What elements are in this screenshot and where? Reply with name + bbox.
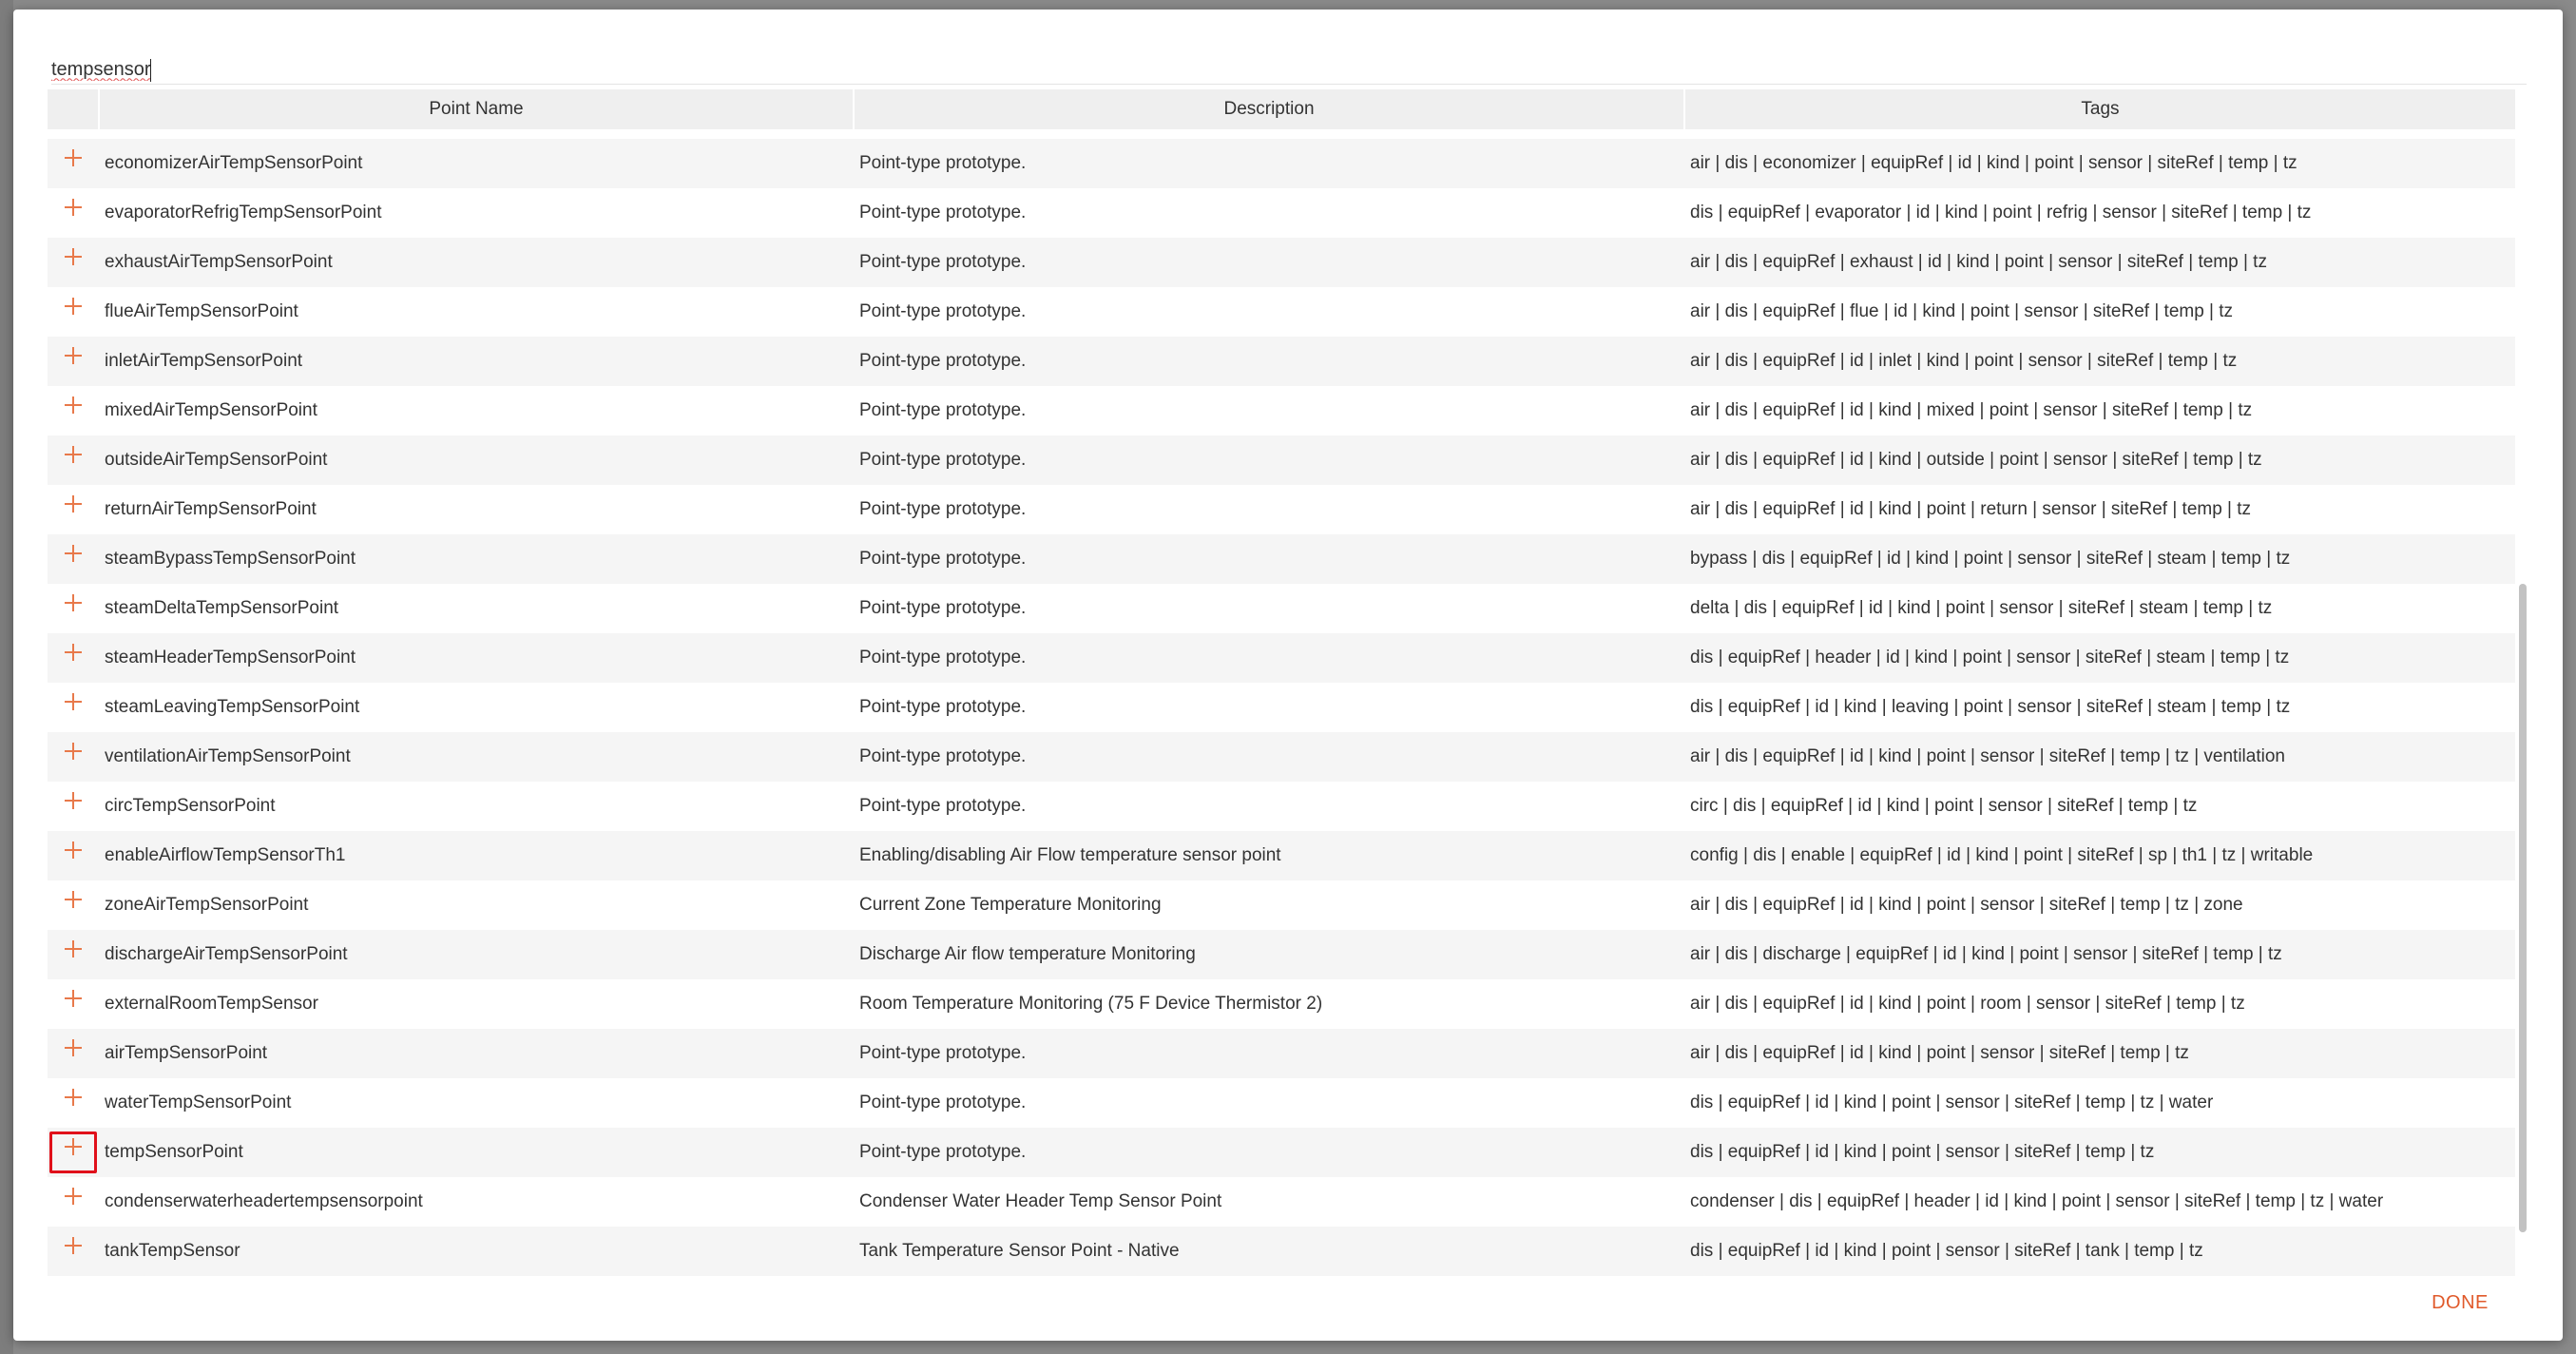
- description-cell: Point-type prototype.: [854, 732, 1684, 782]
- table-row: [48, 979, 2515, 1029]
- tags-cell: bypass | dis | equipRef | id | kind | point | sensor | siteRef | steam | temp | tz: [1684, 534, 2515, 584]
- plus-icon[interactable]: [49, 390, 97, 432]
- point-name-cell: steamHeaderTempSensorPoint: [99, 633, 854, 683]
- plus-icon[interactable]: [49, 538, 97, 580]
- point-name-cell: mixedAirTempSensorPoint: [99, 386, 854, 435]
- table-row: [48, 139, 2515, 188]
- tags-cell: air | dis | equipRef | flue | id | kind | point | sensor | siteRef | temp | tz: [1684, 287, 2515, 337]
- tags-cell: dis | equipRef | id | kind | point | sensor | siteRef | temp | tz | water: [1684, 1078, 2515, 1128]
- add-cell: [48, 386, 99, 435]
- plus-icon-bar-vertical: [72, 545, 74, 562]
- done-button[interactable]: DONE: [2422, 1286, 2498, 1320]
- table-row: [48, 732, 2515, 782]
- add-cell: [48, 238, 99, 287]
- tags-cell: air | dis | equipRef | id | kind | point | return | sensor | siteRef | temp | tz: [1684, 485, 2515, 534]
- description-cell: Point-type prototype.: [854, 1078, 1684, 1128]
- plus-icon-bar-vertical: [72, 149, 74, 166]
- tags-cell: air | dis | equipRef | exhaust | id | kind | point | sensor | siteRef | temp | tz: [1684, 238, 2515, 287]
- point-picker-dialog: [13, 10, 2563, 1341]
- plus-icon[interactable]: [49, 588, 97, 629]
- header-point-name[interactable]: Point Name: [99, 89, 854, 129]
- plus-icon-bar-vertical: [72, 841, 74, 859]
- tags-cell: dis | equipRef | id | kind | point | sensor | siteRef | tank | temp | tz: [1684, 1227, 2515, 1276]
- points-table-container: [48, 89, 2530, 1261]
- plus-icon-bar-vertical: [72, 891, 74, 908]
- tags-cell: air | dis | equipRef | id | kind | point | sensor | siteRef | temp | tz | ventilation: [1684, 732, 2515, 782]
- table-row: [48, 287, 2515, 337]
- table-row: [48, 880, 2515, 930]
- description-cell: Enabling/disabling Air Flow temperature sensor point: [854, 831, 1684, 880]
- plus-icon-bar-vertical: [72, 693, 74, 710]
- point-name-cell: dischargeAirTempSensorPoint: [99, 930, 854, 979]
- add-cell: [48, 1128, 99, 1177]
- description-cell: Point-type prototype.: [854, 238, 1684, 287]
- add-cell: [48, 435, 99, 485]
- add-cell: [48, 287, 99, 337]
- description-cell: Point-type prototype.: [854, 782, 1684, 831]
- description-cell: Point-type prototype.: [854, 1128, 1684, 1177]
- plus-icon-bar-vertical: [72, 940, 74, 957]
- point-name-cell: zoneAirTempSensorPoint: [99, 880, 854, 930]
- add-cell: [48, 584, 99, 633]
- plus-icon-bar-vertical: [72, 248, 74, 265]
- header-tags[interactable]: Tags: [1684, 89, 2515, 129]
- add-cell: [48, 732, 99, 782]
- add-cell: [48, 188, 99, 238]
- search-bar: [51, 48, 2527, 85]
- table-header-row: [48, 89, 2515, 129]
- tags-cell: air | dis | equipRef | id | inlet | kind | point | sensor | siteRef | temp | tz: [1684, 337, 2515, 386]
- description-cell: Room Temperature Monitoring (75 F Device Thermistor 2): [854, 979, 1684, 1029]
- table-row: [48, 1078, 2515, 1128]
- plus-icon-bar-vertical: [72, 644, 74, 661]
- point-name-cell: tempSensorPoint: [99, 1128, 854, 1177]
- plus-icon-bar-vertical: [72, 1089, 74, 1106]
- point-name-cell: airTempSensorPoint: [99, 1029, 854, 1078]
- table-row: [48, 1227, 2515, 1276]
- table-row: [48, 831, 2515, 880]
- point-name-cell: externalRoomTempSensor: [99, 979, 854, 1029]
- scrollbar-thumb[interactable]: [2519, 584, 2527, 1232]
- table-row: [48, 683, 2515, 732]
- description-cell: Point-type prototype.: [854, 188, 1684, 238]
- plus-icon[interactable]: [49, 291, 97, 333]
- plus-icon-bar-vertical: [72, 594, 74, 611]
- plus-icon[interactable]: [49, 884, 97, 926]
- table-scrollbar[interactable]: [2517, 89, 2528, 1234]
- point-name-cell: steamBypassTempSensorPoint: [99, 534, 854, 584]
- add-cell: [48, 1029, 99, 1078]
- plus-icon[interactable]: [49, 835, 97, 877]
- tags-cell: air | dis | discharge | equipRef | id | kind | point | sensor | siteRef | temp | tz: [1684, 930, 2515, 979]
- plus-icon[interactable]: [49, 489, 97, 531]
- description-cell: Point-type prototype.: [854, 386, 1684, 435]
- description-cell: Tank Temperature Sensor Point - Native: [854, 1227, 1684, 1276]
- tags-cell: air | dis | equipRef | id | kind | point | sensor | siteRef | temp | tz | zone: [1684, 880, 2515, 930]
- add-cell: [48, 485, 99, 534]
- points-table: [48, 89, 2515, 1276]
- table-row: [48, 386, 2515, 435]
- point-name-cell: returnAirTempSensorPoint: [99, 485, 854, 534]
- plus-icon-bar-vertical: [72, 1039, 74, 1056]
- page-backdrop: [0, 0, 13, 1354]
- table-row: [48, 534, 2515, 584]
- plus-icon[interactable]: [49, 785, 97, 827]
- plus-icon-bar-vertical: [72, 1237, 74, 1254]
- table-row: [48, 1128, 2515, 1177]
- add-cell: [48, 337, 99, 386]
- plus-icon[interactable]: [49, 687, 97, 728]
- add-cell: [48, 1227, 99, 1276]
- point-name-cell: flueAirTempSensorPoint: [99, 287, 854, 337]
- plus-icon-bar-vertical: [72, 446, 74, 463]
- description-cell: Point-type prototype.: [854, 287, 1684, 337]
- add-cell: [48, 633, 99, 683]
- table-row: [48, 633, 2515, 683]
- tags-cell: condenser | dis | equipRef | header | id | kind | point | sensor | siteRef | temp | tz | water: [1684, 1177, 2515, 1227]
- point-name-cell: circTempSensorPoint: [99, 782, 854, 831]
- plus-icon-bar-vertical: [72, 298, 74, 315]
- add-cell: [48, 683, 99, 732]
- tags-cell: air | dis | equipRef | id | kind | mixed | point | sensor | siteRef | temp | tz: [1684, 386, 2515, 435]
- plus-icon[interactable]: [49, 1132, 97, 1173]
- plus-icon[interactable]: [49, 192, 97, 234]
- description-cell: Point-type prototype.: [854, 683, 1684, 732]
- plus-icon-bar-vertical: [72, 990, 74, 1007]
- description-cell: Point-type prototype.: [854, 633, 1684, 683]
- plus-icon[interactable]: [49, 1082, 97, 1124]
- plus-icon-bar-vertical: [72, 1188, 74, 1205]
- point-name-cell: steamLeavingTempSensorPoint: [99, 683, 854, 732]
- table-row: [48, 238, 2515, 287]
- plus-icon[interactable]: [49, 934, 97, 976]
- plus-icon[interactable]: [49, 1230, 97, 1272]
- description-cell: Condenser Water Header Temp Sensor Point: [854, 1177, 1684, 1227]
- add-cell: [48, 979, 99, 1029]
- point-name-cell: ventilationAirTempSensorPoint: [99, 732, 854, 782]
- point-name-cell: exhaustAirTempSensorPoint: [99, 238, 854, 287]
- table-row: [48, 337, 2515, 386]
- tags-cell: circ | dis | equipRef | id | kind | point | sensor | siteRef | temp | tz: [1684, 782, 2515, 831]
- plus-icon[interactable]: [49, 983, 97, 1025]
- add-cell: [48, 831, 99, 880]
- add-cell: [48, 880, 99, 930]
- header-add: [48, 89, 99, 129]
- plus-icon[interactable]: [49, 340, 97, 382]
- point-name-cell: enableAirflowTempSensorTh1: [99, 831, 854, 880]
- plus-icon[interactable]: [49, 242, 97, 283]
- add-cell: [48, 1078, 99, 1128]
- plus-icon-bar-vertical: [72, 792, 74, 809]
- description-cell: Point-type prototype.: [854, 139, 1684, 188]
- description-cell: Point-type prototype.: [854, 337, 1684, 386]
- table-row: [48, 1177, 2515, 1227]
- point-name-cell: evaporatorRefrigTempSensorPoint: [99, 188, 854, 238]
- add-cell: [48, 930, 99, 979]
- point-name-cell: steamDeltaTempSensorPoint: [99, 584, 854, 633]
- plus-icon-bar-vertical: [72, 495, 74, 513]
- description-cell: Point-type prototype.: [854, 584, 1684, 633]
- table-row: [48, 584, 2515, 633]
- search-input[interactable]: [51, 57, 1192, 82]
- point-name-cell: waterTempSensorPoint: [99, 1078, 854, 1128]
- plus-icon-bar-vertical: [72, 199, 74, 216]
- add-cell: [48, 782, 99, 831]
- tags-cell: dis | equipRef | header | id | kind | point | sensor | siteRef | steam | temp | tz: [1684, 633, 2515, 683]
- point-name-cell: condenserwaterheadertempsensorpoint: [99, 1177, 854, 1227]
- tags-cell: air | dis | economizer | equipRef | id | kind | point | sensor | siteRef | temp | tz: [1684, 139, 2515, 188]
- tags-cell: air | dis | equipRef | id | kind | point | room | sensor | siteRef | temp | tz: [1684, 979, 2515, 1029]
- plus-icon[interactable]: [49, 736, 97, 778]
- description-cell: Discharge Air flow temperature Monitoring: [854, 930, 1684, 979]
- description-cell: Point-type prototype.: [854, 1029, 1684, 1078]
- plus-icon-bar-vertical: [72, 1138, 74, 1155]
- tags-cell: air | dis | equipRef | id | kind | outside | point | sensor | siteRef | temp | tz: [1684, 435, 2515, 485]
- point-name-cell: tankTempSensor: [99, 1227, 854, 1276]
- tags-cell: dis | equipRef | id | kind | point | sensor | siteRef | temp | tz: [1684, 1128, 2515, 1177]
- tags-cell: air | dis | equipRef | id | kind | point | sensor | siteRef | temp | tz: [1684, 1029, 2515, 1078]
- text-caret: [150, 59, 151, 82]
- table-row: [48, 188, 2515, 238]
- header-description[interactable]: Description: [854, 89, 1684, 129]
- description-cell: Point-type prototype.: [854, 435, 1684, 485]
- table-row: [48, 930, 2515, 979]
- plus-icon[interactable]: [49, 1033, 97, 1074]
- plus-icon-bar-vertical: [72, 743, 74, 760]
- table-row: [48, 782, 2515, 831]
- description-cell: Point-type prototype.: [854, 534, 1684, 584]
- point-name-cell: economizerAirTempSensorPoint: [99, 139, 854, 188]
- plus-icon[interactable]: [49, 1181, 97, 1223]
- tags-cell: delta | dis | equipRef | id | kind | point | sensor | siteRef | steam | temp | tz: [1684, 584, 2515, 633]
- tags-cell: dis | equipRef | evaporator | id | kind | point | refrig | sensor | siteRef | temp | tz: [1684, 188, 2515, 238]
- tags-cell: config | dis | enable | equipRef | id | kind | point | siteRef | sp | th1 | tz | writable: [1684, 831, 2515, 880]
- point-name-cell: outsideAirTempSensorPoint: [99, 435, 854, 485]
- description-cell: Current Zone Temperature Monitoring: [854, 880, 1684, 930]
- add-cell: [48, 139, 99, 188]
- plus-icon[interactable]: [49, 143, 97, 184]
- table-row: [48, 1029, 2515, 1078]
- add-cell: [48, 534, 99, 584]
- plus-icon[interactable]: [49, 637, 97, 679]
- table-row: [48, 485, 2515, 534]
- table-row: [48, 435, 2515, 485]
- add-cell: [48, 1177, 99, 1227]
- point-name-cell: inletAirTempSensorPoint: [99, 337, 854, 386]
- description-cell: Point-type prototype.: [854, 485, 1684, 534]
- plus-icon-bar-vertical: [72, 397, 74, 414]
- tags-cell: dis | equipRef | id | kind | leaving | point | sensor | siteRef | steam | temp | tz: [1684, 683, 2515, 732]
- plus-icon[interactable]: [49, 439, 97, 481]
- plus-icon-bar-vertical: [72, 347, 74, 364]
